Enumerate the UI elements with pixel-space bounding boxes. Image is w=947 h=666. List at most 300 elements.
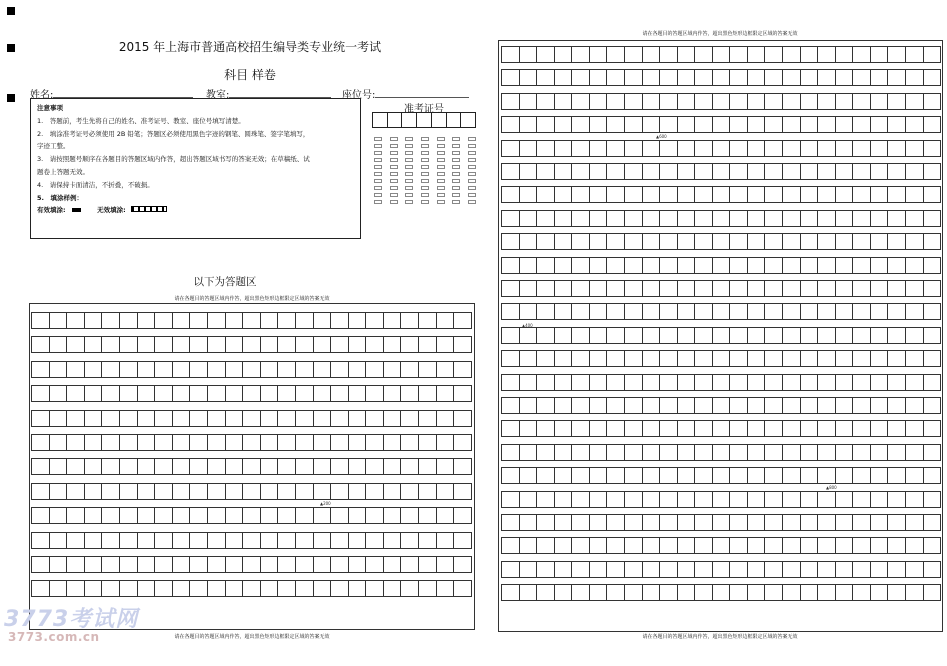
answer-cell[interactable] xyxy=(678,258,696,273)
answer-cell[interactable] xyxy=(590,562,608,577)
answer-cell[interactable] xyxy=(67,581,85,596)
answer-cell[interactable] xyxy=(801,398,819,413)
answer-cell[interactable] xyxy=(331,459,349,474)
answer-cell[interactable] xyxy=(555,328,573,343)
answer-cell[interactable] xyxy=(454,581,471,596)
answer-cell[interactable] xyxy=(226,435,244,450)
answer-cell[interactable] xyxy=(208,313,226,328)
answer-cell[interactable] xyxy=(713,211,731,226)
answer-cell[interactable] xyxy=(384,337,402,352)
answer-cell[interactable] xyxy=(836,258,854,273)
answer-cell[interactable] xyxy=(695,234,713,249)
answer-cell[interactable] xyxy=(590,468,608,483)
answer-cell[interactable] xyxy=(502,94,520,109)
answer-cell[interactable] xyxy=(871,187,889,202)
answer-cell[interactable] xyxy=(625,211,643,226)
answer-cell[interactable] xyxy=(102,386,120,401)
answer-cell[interactable] xyxy=(871,258,889,273)
answer-cell[interactable] xyxy=(243,386,261,401)
bubble[interactable] xyxy=(452,137,460,141)
answer-cell[interactable] xyxy=(801,421,819,436)
answer-cell[interactable] xyxy=(401,313,419,328)
answer-cell[interactable] xyxy=(314,581,332,596)
answer-cell[interactable] xyxy=(384,411,402,426)
answer-cell[interactable] xyxy=(572,234,590,249)
answer-cell[interactable] xyxy=(818,421,836,436)
answer-cell[interactable] xyxy=(138,508,156,523)
answer-cell[interactable] xyxy=(261,484,279,499)
answer-cell[interactable] xyxy=(331,484,349,499)
answer-cell[interactable] xyxy=(695,562,713,577)
answer-cell[interactable] xyxy=(695,281,713,296)
answer-cell[interactable] xyxy=(208,435,226,450)
answer-cell[interactable] xyxy=(572,47,590,62)
answer-cell[interactable] xyxy=(660,562,678,577)
answer-cell[interactable] xyxy=(502,351,520,366)
answer-cell[interactable] xyxy=(625,304,643,319)
answer-cell[interactable] xyxy=(836,211,854,226)
answer-cell[interactable] xyxy=(625,421,643,436)
bubble[interactable] xyxy=(468,186,476,190)
answer-cell[interactable] xyxy=(296,386,314,401)
answer-cell[interactable] xyxy=(437,484,455,499)
answer-cell[interactable] xyxy=(801,211,819,226)
answer-cell[interactable] xyxy=(226,459,244,474)
answer-cell[interactable] xyxy=(555,421,573,436)
bubble[interactable] xyxy=(374,137,382,141)
answer-cell[interactable] xyxy=(331,362,349,377)
answer-cell[interactable] xyxy=(836,164,854,179)
answer-cell[interactable] xyxy=(765,328,783,343)
answer-cell[interactable] xyxy=(243,435,261,450)
answer-cell[interactable] xyxy=(660,211,678,226)
answer-cell[interactable] xyxy=(924,211,941,226)
answer-cell[interactable] xyxy=(643,538,661,553)
answer-cell[interactable] xyxy=(660,164,678,179)
answer-grid-row[interactable] xyxy=(501,467,941,484)
answer-cell[interactable] xyxy=(120,557,138,572)
answer-cell[interactable] xyxy=(384,557,402,572)
answer-cell[interactable] xyxy=(454,411,471,426)
answer-cell[interactable] xyxy=(419,508,437,523)
answer-cell[interactable] xyxy=(555,515,573,530)
answer-cell[interactable] xyxy=(888,141,906,156)
answer-cell[interactable] xyxy=(572,211,590,226)
answer-cell[interactable] xyxy=(853,398,871,413)
answer-cell[interactable] xyxy=(384,533,402,548)
answer-cell[interactable] xyxy=(818,468,836,483)
answer-cell[interactable] xyxy=(748,141,766,156)
answer-cell[interactable] xyxy=(801,117,819,132)
answer-cell[interactable] xyxy=(678,70,696,85)
answer-cell[interactable] xyxy=(138,386,156,401)
answer-cell[interactable] xyxy=(278,484,296,499)
answer-cell[interactable] xyxy=(32,337,50,352)
answer-cell[interactable] xyxy=(555,281,573,296)
answer-cell[interactable] xyxy=(520,375,538,390)
answer-cell[interactable] xyxy=(366,337,384,352)
answer-cell[interactable] xyxy=(783,141,801,156)
bubble[interactable] xyxy=(421,200,429,204)
answer-cell[interactable] xyxy=(695,515,713,530)
answer-cell[interactable] xyxy=(537,585,555,600)
answer-cell[interactable] xyxy=(924,304,941,319)
answer-cell[interactable] xyxy=(924,258,941,273)
answer-cell[interactable] xyxy=(537,187,555,202)
answer-cell[interactable] xyxy=(643,468,661,483)
bubble[interactable] xyxy=(468,193,476,197)
answer-cell[interactable] xyxy=(906,281,924,296)
answer-grid-row[interactable] xyxy=(31,312,472,329)
answer-cell[interactable] xyxy=(173,435,191,450)
bubble[interactable] xyxy=(452,172,460,176)
bubble[interactable] xyxy=(374,193,382,197)
answer-cell[interactable] xyxy=(625,281,643,296)
answer-cell[interactable] xyxy=(437,313,455,328)
answer-cell[interactable] xyxy=(625,47,643,62)
answer-cell[interactable] xyxy=(243,313,261,328)
answer-grid-row[interactable] xyxy=(501,327,941,344)
answer-cell[interactable] xyxy=(67,557,85,572)
bubble[interactable] xyxy=(452,200,460,204)
answer-cell[interactable] xyxy=(314,459,332,474)
answer-cell[interactable] xyxy=(924,47,941,62)
bubble[interactable] xyxy=(374,179,382,183)
answer-cell[interactable] xyxy=(366,508,384,523)
answer-cell[interactable] xyxy=(173,484,191,499)
answer-cell[interactable] xyxy=(520,211,538,226)
answer-cell[interactable] xyxy=(502,281,520,296)
answer-cell[interactable] xyxy=(278,386,296,401)
answer-cell[interactable] xyxy=(678,141,696,156)
answer-cell[interactable] xyxy=(765,281,783,296)
bubble-row[interactable] xyxy=(374,134,476,141)
answer-cell[interactable] xyxy=(607,515,625,530)
answer-cell[interactable] xyxy=(437,508,455,523)
answer-cell[interactable] xyxy=(331,411,349,426)
answer-cell[interactable] xyxy=(836,234,854,249)
answer-cell[interactable] xyxy=(643,492,661,507)
answer-cell[interactable] xyxy=(85,484,103,499)
answer-cell[interactable] xyxy=(643,94,661,109)
answer-cell[interactable] xyxy=(853,258,871,273)
answer-cell[interactable] xyxy=(537,211,555,226)
answer-cell[interactable] xyxy=(437,557,455,572)
answer-cell[interactable] xyxy=(120,411,138,426)
answer-cell[interactable] xyxy=(643,328,661,343)
answer-cell[interactable] xyxy=(607,375,625,390)
bubble[interactable] xyxy=(421,179,429,183)
answer-cell[interactable] xyxy=(572,515,590,530)
answer-cell[interactable] xyxy=(102,459,120,474)
answer-cell[interactable] xyxy=(520,421,538,436)
answer-cell[interactable] xyxy=(502,258,520,273)
answer-cell[interactable] xyxy=(783,328,801,343)
answer-cell[interactable] xyxy=(401,411,419,426)
answer-cell[interactable] xyxy=(50,581,68,596)
answer-cell[interactable] xyxy=(730,328,748,343)
answer-cell[interactable] xyxy=(401,557,419,572)
answer-cell[interactable] xyxy=(243,337,261,352)
answer-cell[interactable] xyxy=(314,435,332,450)
answer-cell[interactable] xyxy=(713,445,731,460)
answer-cell[interactable] xyxy=(419,411,437,426)
answer-cell[interactable] xyxy=(695,211,713,226)
answer-cell[interactable] xyxy=(384,362,402,377)
answer-cell[interactable] xyxy=(520,328,538,343)
answer-cell[interactable] xyxy=(366,484,384,499)
bubble[interactable] xyxy=(421,151,429,155)
answer-cell[interactable] xyxy=(783,281,801,296)
answer-cell[interactable] xyxy=(261,459,279,474)
answer-cell[interactable] xyxy=(437,533,455,548)
bubble-row[interactable] xyxy=(374,183,476,190)
answer-cell[interactable] xyxy=(67,459,85,474)
answer-cell[interactable] xyxy=(173,313,191,328)
answer-cell[interactable] xyxy=(906,117,924,132)
answer-cell[interactable] xyxy=(853,562,871,577)
answer-cell[interactable] xyxy=(713,468,731,483)
answer-cell[interactable] xyxy=(730,468,748,483)
bubble[interactable] xyxy=(452,151,460,155)
bubble[interactable] xyxy=(437,137,445,141)
answer-cell[interactable] xyxy=(331,557,349,572)
answer-cell[interactable] xyxy=(836,562,854,577)
answer-cell[interactable] xyxy=(748,492,766,507)
answer-cell[interactable] xyxy=(836,492,854,507)
answer-cell[interactable] xyxy=(730,281,748,296)
answer-cell[interactable] xyxy=(555,117,573,132)
answer-cell[interactable] xyxy=(437,337,455,352)
answer-cell[interactable] xyxy=(625,468,643,483)
answer-cell[interactable] xyxy=(401,533,419,548)
answer-cell[interactable] xyxy=(190,581,208,596)
answer-cell[interactable] xyxy=(871,234,889,249)
answer-cell[interactable] xyxy=(888,492,906,507)
answer-cell[interactable] xyxy=(502,585,520,600)
answer-cell[interactable] xyxy=(67,484,85,499)
answer-cell[interactable] xyxy=(537,234,555,249)
answer-cell[interactable] xyxy=(660,234,678,249)
answer-cell[interactable] xyxy=(888,70,906,85)
answer-cell[interactable] xyxy=(853,585,871,600)
answer-cell[interactable] xyxy=(120,386,138,401)
answer-cell[interactable] xyxy=(695,468,713,483)
answer-cell[interactable] xyxy=(520,304,538,319)
answer-cell[interactable] xyxy=(296,337,314,352)
bubble[interactable] xyxy=(374,186,382,190)
answer-cell[interactable] xyxy=(888,304,906,319)
answer-grid-row[interactable] xyxy=(501,140,941,157)
answer-cell[interactable] xyxy=(138,533,156,548)
answer-grid-row[interactable] xyxy=(501,444,941,461)
answer-cell[interactable] xyxy=(871,375,889,390)
answer-cell[interactable] xyxy=(296,581,314,596)
answer-cell[interactable] xyxy=(590,492,608,507)
answer-cell[interactable] xyxy=(67,435,85,450)
bubble[interactable] xyxy=(437,193,445,197)
answer-cell[interactable] xyxy=(85,581,103,596)
answer-cell[interactable] xyxy=(801,515,819,530)
answer-cell[interactable] xyxy=(537,538,555,553)
answer-cell[interactable] xyxy=(155,337,173,352)
answer-cell[interactable] xyxy=(853,538,871,553)
answer-cell[interactable] xyxy=(331,386,349,401)
answer-cell[interactable] xyxy=(366,435,384,450)
answer-cell[interactable] xyxy=(502,538,520,553)
answer-cell[interactable] xyxy=(695,141,713,156)
answer-cell[interactable] xyxy=(401,581,419,596)
answer-cell[interactable] xyxy=(314,484,332,499)
answer-cell[interactable] xyxy=(50,411,68,426)
answer-cell[interactable] xyxy=(590,375,608,390)
answer-cell[interactable] xyxy=(155,313,173,328)
answer-cell[interactable] xyxy=(713,562,731,577)
answer-cell[interactable] xyxy=(818,258,836,273)
answer-cell[interactable] xyxy=(85,435,103,450)
answer-cell[interactable] xyxy=(314,533,332,548)
answer-cell[interactable] xyxy=(384,313,402,328)
answer-cell[interactable] xyxy=(888,187,906,202)
answer-cell[interactable] xyxy=(590,304,608,319)
answer-cell[interactable] xyxy=(314,386,332,401)
answer-cell[interactable] xyxy=(208,411,226,426)
answer-cell[interactable] xyxy=(924,398,941,413)
answer-cell[interactable] xyxy=(50,313,68,328)
answer-cell[interactable] xyxy=(625,258,643,273)
answer-cell[interactable] xyxy=(695,351,713,366)
answer-cell[interactable] xyxy=(906,70,924,85)
answer-cell[interactable] xyxy=(401,337,419,352)
answer-cell[interactable] xyxy=(607,468,625,483)
answer-cell[interactable] xyxy=(818,304,836,319)
answer-cell[interactable] xyxy=(678,328,696,343)
answer-cell[interactable] xyxy=(871,538,889,553)
answer-cell[interactable] xyxy=(572,351,590,366)
answer-cell[interactable] xyxy=(801,375,819,390)
answer-cell[interactable] xyxy=(261,411,279,426)
answer-cell[interactable] xyxy=(190,313,208,328)
answer-cell[interactable] xyxy=(783,304,801,319)
answer-cell[interactable] xyxy=(261,508,279,523)
answer-cell[interactable] xyxy=(208,386,226,401)
answer-cell[interactable] xyxy=(85,411,103,426)
answer-cell[interactable] xyxy=(537,304,555,319)
bubble[interactable] xyxy=(390,144,398,148)
answer-cell[interactable] xyxy=(155,484,173,499)
answer-cell[interactable] xyxy=(765,562,783,577)
answer-cell[interactable] xyxy=(836,328,854,343)
answer-cell[interactable] xyxy=(924,492,941,507)
answer-cell[interactable] xyxy=(765,304,783,319)
answer-cell[interactable] xyxy=(924,94,941,109)
answer-cell[interactable] xyxy=(278,411,296,426)
answer-cell[interactable] xyxy=(818,47,836,62)
answer-cell[interactable] xyxy=(120,435,138,450)
answer-cell[interactable] xyxy=(906,538,924,553)
answer-cell[interactable] xyxy=(349,459,367,474)
answer-cell[interactable] xyxy=(730,492,748,507)
answer-cell[interactable] xyxy=(243,533,261,548)
answer-cell[interactable] xyxy=(783,187,801,202)
answer-cell[interactable] xyxy=(590,94,608,109)
answer-cell[interactable] xyxy=(537,515,555,530)
answer-cell[interactable] xyxy=(208,508,226,523)
answer-cell[interactable] xyxy=(607,398,625,413)
answer-cell[interactable] xyxy=(660,281,678,296)
answer-cell[interactable] xyxy=(818,281,836,296)
answer-cell[interactable] xyxy=(572,375,590,390)
answer-cell[interactable] xyxy=(190,435,208,450)
answer-cell[interactable] xyxy=(730,47,748,62)
answer-cell[interactable] xyxy=(572,187,590,202)
answer-cell[interactable] xyxy=(853,445,871,460)
answer-cell[interactable] xyxy=(924,234,941,249)
bubble-row[interactable] xyxy=(374,197,476,204)
answer-cell[interactable] xyxy=(520,281,538,296)
answer-cell[interactable] xyxy=(349,557,367,572)
bubble[interactable] xyxy=(374,165,382,169)
answer-cell[interactable] xyxy=(502,70,520,85)
answer-cell[interactable] xyxy=(261,533,279,548)
answer-cell[interactable] xyxy=(590,328,608,343)
answer-cell[interactable] xyxy=(730,117,748,132)
answer-cell[interactable] xyxy=(349,386,367,401)
answer-cell[interactable] xyxy=(871,398,889,413)
answer-cell[interactable] xyxy=(906,328,924,343)
answer-cell[interactable] xyxy=(32,533,50,548)
answer-cell[interactable] xyxy=(713,351,731,366)
answer-cell[interactable] xyxy=(660,304,678,319)
bubble[interactable] xyxy=(390,158,398,162)
answer-cell[interactable] xyxy=(678,492,696,507)
bubble[interactable] xyxy=(468,137,476,141)
answer-cell[interactable] xyxy=(261,313,279,328)
answer-cell[interactable] xyxy=(713,187,731,202)
answer-cell[interactable] xyxy=(713,421,731,436)
answer-grid-row[interactable] xyxy=(501,46,941,63)
answer-cell[interactable] xyxy=(888,258,906,273)
answer-cell[interactable] xyxy=(572,94,590,109)
answer-cell[interactable] xyxy=(155,435,173,450)
answer-cell[interactable] xyxy=(50,362,68,377)
answer-cell[interactable] xyxy=(138,557,156,572)
answer-cell[interactable] xyxy=(401,508,419,523)
answer-cell[interactable] xyxy=(643,304,661,319)
bubble[interactable] xyxy=(468,158,476,162)
answer-cell[interactable] xyxy=(502,234,520,249)
answer-cell[interactable] xyxy=(678,562,696,577)
answer-cell[interactable] xyxy=(730,375,748,390)
answer-cell[interactable] xyxy=(296,362,314,377)
answer-cell[interactable] xyxy=(138,435,156,450)
answer-cell[interactable] xyxy=(138,581,156,596)
answer-cell[interactable] xyxy=(454,313,471,328)
answer-cell[interactable] xyxy=(836,375,854,390)
answer-cell[interactable] xyxy=(748,562,766,577)
answer-cell[interactable] xyxy=(836,351,854,366)
answer-cell[interactable] xyxy=(783,538,801,553)
answer-cell[interactable] xyxy=(85,533,103,548)
answer-cell[interactable] xyxy=(853,351,871,366)
answer-cell[interactable] xyxy=(419,386,437,401)
answer-cell[interactable] xyxy=(625,562,643,577)
answer-cell[interactable] xyxy=(871,211,889,226)
answer-cell[interactable] xyxy=(155,557,173,572)
answer-cell[interactable] xyxy=(783,70,801,85)
answer-cell[interactable] xyxy=(331,435,349,450)
answer-cell[interactable] xyxy=(801,187,819,202)
